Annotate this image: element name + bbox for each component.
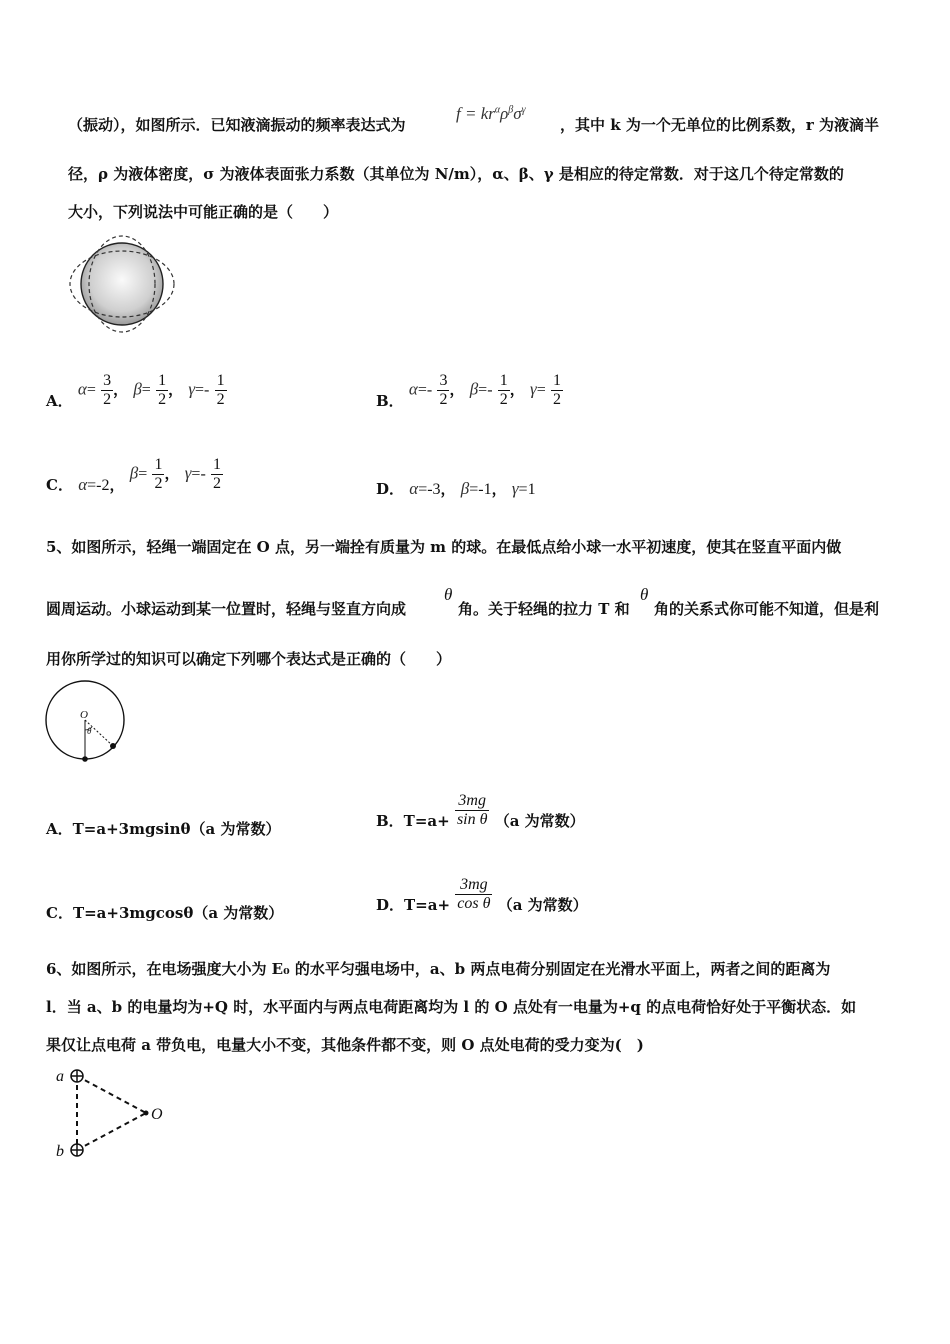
point-o-label-q6: O xyxy=(151,1106,163,1123)
q5-line1: 5、如图所示，轻绳一端固定在 O 点，另一端拴有质量为 m 的球。在最低点给小球一水平初速度，使其在竖直平面内做 xyxy=(46,538,842,556)
droplet-figure xyxy=(64,234,180,334)
q5-option-a[interactable]: A．T=a+3mgsinθ（a 为常数） xyxy=(46,820,281,838)
q5-line2-c: 角的关系式你可能不知道，但是利 xyxy=(654,600,880,618)
q4-option-c[interactable]: C． α=-2， β= $\frac{1}{2}$ ， γ=- $\frac{1}{2}$ xyxy=(46,456,222,494)
q5-option-c[interactable]: C．T=a+3mgcosθ（a 为常数） xyxy=(46,904,284,922)
point-o-label: O xyxy=(80,709,88,721)
charge-b-label: b xyxy=(56,1143,64,1160)
q4-line1-a: （振动），如图所示．已知液滴振动的频率表达式为 xyxy=(68,116,406,134)
theta-symbol-2: θ xyxy=(640,585,649,604)
charge-a-label: a xyxy=(56,1068,64,1085)
q6-line1: 6、如图所示，在电场强度大小为 E₀ 的水平匀强电场中，a、b 两点电荷分别固定在光滑水平面上，两者之间的距离为 xyxy=(46,960,831,978)
pendulum-figure xyxy=(40,680,136,770)
q5-option-b[interactable]: B．T=a+ $\frac{3mg}{\text{sin θ}}$ （a 为常数） xyxy=(376,792,585,830)
q4-line1-b: ，其中 k 为一个无单位的比例系数，r 为液滴半 xyxy=(560,116,879,134)
q4-line2: 径，ρ 为液体密度，σ 为液体表面张力系数（其单位为 N/m），α、β、γ 是相应的待定常数．对于这几个待定常数的 xyxy=(68,165,844,183)
q5-line2-a: 圆周运动。小球运动到某一位置时，轻绳与竖直方向成 xyxy=(46,600,407,618)
q5-line2-b: 角。关于轻绳的拉力 T 和 xyxy=(458,600,630,618)
q4-formula: $f = kr^\alpha\rho^\beta\sigma^\gamma$ xyxy=(456,104,526,123)
q6-line2: l．当 a、b 的电量均为+Q 时，水平面内与两点电荷距离均为 l 的 O 点处有一电量为+q 的点电荷恰好处于平衡状态．如 xyxy=(46,998,857,1016)
q5-option-d[interactable]: D．T=a+ $\frac{3mg}{\text{cos θ}}$ （a 为常数） xyxy=(376,876,588,914)
q4-option-b[interactable]: B． α=- $\frac{3}{2}$ ， β=- $\frac{1}{2}$ ， γ= $\frac{1}{2}$ xyxy=(376,372,561,410)
q4-line3: 大小，下列说法中可能正确的是（ ） xyxy=(68,203,339,221)
q4-option-a[interactable]: A． α= $\frac{3}{2}$ ， β= $\frac{1}{2}$ ， γ=- $\frac{1}{2}$ xyxy=(46,372,225,410)
charge-figure xyxy=(50,1064,180,1164)
theta-label: θ xyxy=(87,726,92,736)
q6-line3: 果仅让点电荷 a 带负电，电量大小不变，其他条件都不变，则 O 点处电荷的受力变为( ) xyxy=(46,1036,644,1054)
q4-option-d[interactable]: D． α=-3， β=-1， γ=1 xyxy=(376,479,536,498)
q5-line3: 用你所学过的知识可以确定下列哪个表达式是正确的（ ） xyxy=(46,650,452,668)
theta-symbol: θ xyxy=(444,585,453,604)
